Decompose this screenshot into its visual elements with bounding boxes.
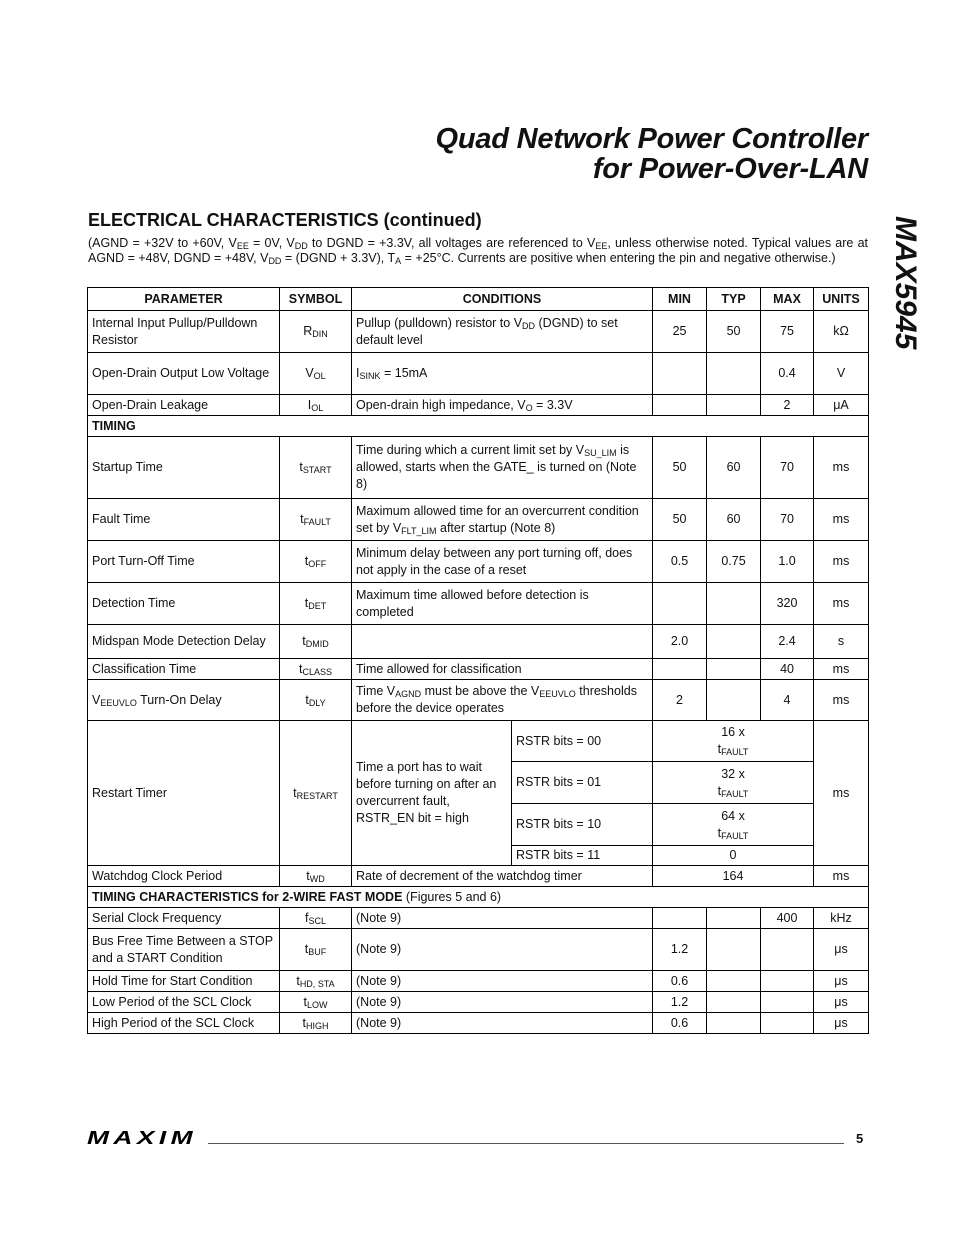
parameter-cell: Hold Time for Start Condition	[88, 971, 280, 992]
table-row-restart	[88, 721, 869, 762]
min-cell: 50	[653, 499, 707, 541]
symbol-cell	[280, 437, 352, 499]
rstr-bits-cell: RSTR bits = 10	[512, 804, 653, 846]
conditions-cell	[352, 437, 653, 499]
table-row	[88, 395, 869, 416]
note-subscript: EE	[595, 241, 608, 251]
min-cell: 25	[653, 311, 707, 353]
symbol-text: t	[296, 973, 300, 988]
typ-cell: 0.75	[707, 541, 761, 583]
symbol-subscript: HIGH	[305, 1020, 329, 1031]
max-cell: 70	[761, 437, 814, 499]
max-cell	[761, 929, 814, 971]
restart-value: 64 x	[721, 808, 745, 823]
symbol-cell	[280, 992, 352, 1013]
symbol-cell	[280, 499, 352, 541]
symbol-subscript: DMID	[305, 639, 329, 649]
parameter-subscript: EEUVLO	[100, 697, 137, 708]
symbol-subscript: BUF	[308, 947, 327, 957]
header-min: MIN	[653, 288, 707, 311]
symbol-cell	[280, 583, 352, 625]
symbol-text: t	[305, 692, 309, 707]
units-cell: ms	[814, 541, 869, 583]
symbol-cell	[280, 908, 352, 929]
symbol-cell	[280, 971, 352, 992]
parameter-cell	[88, 680, 280, 721]
symbol-text: t	[299, 460, 303, 474]
table-row	[88, 680, 869, 721]
symbol-cell	[280, 929, 352, 971]
units-cell: μs	[814, 992, 869, 1013]
section-label-bold: TIMING CHARACTERISTICS for 2-WIRE FAST MODE	[92, 889, 403, 904]
maxim-logo-text: MAXIM	[87, 1130, 197, 1146]
conditions-cell	[352, 311, 653, 353]
table-header-row	[88, 288, 869, 311]
header-typ: TYP	[707, 288, 761, 311]
conditions-text: Time during which a current limit set by V	[356, 443, 585, 457]
max-cell: 1.0	[761, 541, 814, 583]
table-row	[88, 625, 869, 659]
conditions-cell: Time a port has to wait before turning on after an overcurrent fault, RSTR_EN bit = high	[352, 721, 512, 866]
parameter-cell: Serial Clock Frequency	[88, 908, 280, 929]
min-cell: 0.5	[653, 541, 707, 583]
typ-cell	[707, 395, 761, 416]
note-subscript: DD	[294, 241, 308, 251]
typ-cell	[707, 625, 761, 659]
table-row	[88, 583, 869, 625]
conditions-text: Open-drain high impedance, V	[356, 397, 526, 412]
symbol-text: t	[302, 634, 306, 648]
conditions-cell: (Note 9)	[352, 971, 653, 992]
side-part-number	[886, 214, 926, 384]
units-cell: kHz	[814, 908, 869, 929]
max-cell	[761, 971, 814, 992]
symbol-text: t	[304, 942, 309, 956]
conditions-cell: (Note 9)	[352, 992, 653, 1013]
parameter-cell: Low Period of the SCL Clock	[88, 992, 280, 1013]
conditions-cell: (Note 9)	[352, 908, 653, 929]
note-text: , unless otherwise noted. Typical values are at AGND = +48V, DGND = +48V, V	[88, 236, 869, 265]
min-cell: 0.6	[653, 971, 707, 992]
max-cell: 320	[761, 583, 814, 625]
conditions-cell: Maximum time allowed before detection is completed	[352, 583, 653, 625]
restart-symbol-text: t	[717, 825, 722, 840]
value-cell: 164	[653, 866, 814, 887]
parameter-cell: Midspan Mode Detection Delay	[88, 625, 280, 659]
restart-value-cell	[653, 804, 814, 846]
conditions-subscript: SU_LIM	[584, 448, 617, 458]
conditions-text: = 15mA	[380, 366, 428, 380]
min-cell: 2.0	[653, 625, 707, 659]
restart-value: 16 x	[721, 725, 745, 739]
symbol-subscript: OL	[313, 371, 326, 381]
parameter-cell: Startup Time	[88, 437, 280, 499]
table-row	[88, 908, 869, 929]
footer-rule	[208, 1143, 844, 1144]
symbol-cell	[280, 311, 352, 353]
conditions-cell: (Note 9)	[352, 1013, 653, 1034]
parameter-cell: Watchdog Clock Period	[88, 866, 280, 887]
conditions-cell: Rate of decrement of the watchdog timer	[352, 866, 653, 887]
conditions-cell	[352, 353, 653, 395]
symbol-subscript: START	[302, 465, 332, 475]
min-cell: 50	[653, 437, 707, 499]
parameter-cell: Port Turn-Off Time	[88, 541, 280, 583]
parameter-text: V	[92, 692, 101, 707]
symbol-subscript: DLY	[308, 697, 326, 708]
units-cell: ms	[814, 499, 869, 541]
table-row	[88, 1013, 869, 1034]
typ-cell	[707, 353, 761, 395]
parameter-text: Turn-On Delay	[136, 692, 222, 707]
units-cell: V	[814, 353, 869, 395]
table-row	[88, 499, 869, 541]
conditions-subscript: SINK	[359, 371, 381, 381]
symbol-subscript: WD	[309, 873, 325, 884]
symbol-cell	[280, 680, 352, 721]
units-cell: μs	[814, 1013, 869, 1034]
restart-symbol-subscript: FAULT	[721, 788, 749, 799]
maxim-logo	[87, 1130, 201, 1146]
conditions-text: is allowed, starts when the GATE_ is turned on (Note 8)	[356, 443, 637, 491]
min-cell	[653, 583, 707, 625]
symbol-text: t	[303, 994, 307, 1009]
conditions-subscript: FLT_LIM	[401, 525, 437, 536]
max-cell: 75	[761, 311, 814, 353]
units-cell: kΩ	[814, 311, 869, 353]
symbol-text: t	[293, 785, 297, 800]
section-label	[88, 887, 869, 908]
symbol-cell	[280, 395, 352, 416]
typ-cell	[707, 929, 761, 971]
header-units: UNITS	[814, 288, 869, 311]
symbol-text: I	[307, 397, 312, 412]
title-line-1: Quad Network Power Controller	[435, 123, 868, 155]
units-cell: μA	[814, 395, 869, 416]
restart-value-cell	[653, 762, 814, 804]
min-cell: 2	[653, 680, 707, 721]
title-line-2: for Power-Over-LAN	[592, 153, 868, 185]
section-label: TIMING	[88, 416, 869, 437]
max-cell	[761, 1013, 814, 1034]
document-title	[436, 124, 869, 184]
symbol-subscript: CLASS	[302, 666, 332, 677]
conditions-cell	[352, 499, 653, 541]
note-text: = (DGND + 3.3V), T	[281, 251, 396, 265]
symbol-text: t	[299, 661, 303, 676]
symbol-text: V	[305, 366, 314, 380]
symbol-cell	[280, 625, 352, 659]
restart-value-cell	[653, 721, 814, 762]
restart-value-symbol	[657, 741, 809, 758]
parameter-cell: Fault Time	[88, 499, 280, 541]
symbol-cell	[280, 541, 352, 583]
typ-cell	[707, 583, 761, 625]
max-cell: 2.4	[761, 625, 814, 659]
header-parameter: PARAMETER	[88, 288, 280, 311]
symbol-subscript: HD, STA	[299, 978, 335, 989]
min-cell: 0.6	[653, 1013, 707, 1034]
table-row	[88, 929, 869, 971]
conditions-text: Pullup (pulldown) resistor to V	[356, 315, 523, 330]
max-cell: 0.4	[761, 353, 814, 395]
units-cell: ms	[814, 866, 869, 887]
section-row-timing	[88, 416, 869, 437]
max-cell: 400	[761, 908, 814, 929]
header-symbol: SYMBOL	[280, 288, 352, 311]
units-cell: ms	[814, 437, 869, 499]
max-cell: 70	[761, 499, 814, 541]
symbol-subscript: DIN	[312, 329, 328, 339]
conditions-text: Maximum allowed time for an overcurrent condition set by V	[356, 503, 639, 535]
units-cell: ms	[814, 659, 869, 680]
parameter-cell: Open-Drain Output Low Voltage	[88, 353, 280, 395]
parameter-cell: Classification Time	[88, 659, 280, 680]
note-text: to DGND = +3.3V, all voltages are referenced to V	[307, 236, 596, 250]
section-heading: ELECTRICAL CHARACTERISTICS (continued)	[88, 210, 482, 230]
typ-cell	[707, 992, 761, 1013]
electrical-characteristics-table	[87, 287, 869, 1034]
table-row	[88, 437, 869, 499]
symbol-cell	[280, 866, 352, 887]
min-cell: 1.2	[653, 929, 707, 971]
typ-cell	[707, 659, 761, 680]
symbol-cell	[280, 1013, 352, 1034]
test-conditions-note	[88, 236, 868, 266]
restart-symbol-text: t	[717, 742, 722, 756]
symbol-subscript: FAULT	[303, 517, 331, 527]
header-max: MAX	[761, 288, 814, 311]
conditions-subscript: O	[525, 402, 533, 413]
note-text: = +25°C. Currents are positive when entering the pin and negative otherwise.)	[401, 251, 836, 265]
conditions-text: I	[356, 366, 360, 380]
table-row	[88, 659, 869, 680]
min-cell	[653, 659, 707, 680]
note-subscript: EE	[236, 241, 249, 251]
restart-value: 32 x	[721, 766, 745, 781]
table-row	[88, 353, 869, 395]
section-label-note: (Figures 5 and 6)	[402, 889, 502, 904]
max-cell: 40	[761, 659, 814, 680]
header-conditions: CONDITIONS	[352, 288, 653, 311]
table-row	[88, 311, 869, 353]
restart-value-symbol	[657, 783, 809, 800]
symbol-text: R	[303, 324, 313, 338]
conditions-subscript: AGND	[395, 689, 422, 699]
table-row	[88, 992, 869, 1013]
typ-cell: 50	[707, 311, 761, 353]
conditions-text: Time V	[356, 684, 396, 698]
parameter-cell: Open-Drain Leakage	[88, 395, 280, 416]
symbol-cell	[280, 659, 352, 680]
typ-cell	[707, 971, 761, 992]
min-cell	[653, 353, 707, 395]
typ-cell	[707, 908, 761, 929]
min-cell	[653, 908, 707, 929]
typ-cell: 60	[707, 437, 761, 499]
rstr-bits-cell: RSTR bits = 00	[512, 721, 653, 762]
note-text: = 0V, V	[248, 236, 295, 250]
typ-cell: 60	[707, 499, 761, 541]
min-cell	[653, 395, 707, 416]
conditions-subscript: EEUVLO	[539, 689, 576, 699]
restart-value-symbol	[657, 825, 809, 842]
units-cell: μs	[814, 929, 869, 971]
table-row	[88, 541, 869, 583]
restart-value-cell: 0	[653, 846, 814, 866]
symbol-text: t	[304, 596, 309, 610]
symbol-cell	[280, 721, 352, 866]
conditions-text: after startup (Note 8)	[436, 520, 556, 535]
conditions-cell	[352, 680, 653, 721]
conditions-cell: Minimum delay between any port turning off, does not apply in the case of a reset	[352, 541, 653, 583]
symbol-subscript: OL	[311, 402, 324, 413]
parameter-cell: Bus Free Time Between a STOP and a START Condition	[88, 929, 280, 971]
conditions-cell	[352, 395, 653, 416]
parameter-cell: Internal Input Pullup/Pulldown Resistor	[88, 311, 280, 353]
restart-symbol-subscript: FAULT	[721, 830, 749, 841]
conditions-text: must be above the V	[421, 684, 540, 698]
conditions-cell: (Note 9)	[352, 929, 653, 971]
table-row	[88, 971, 869, 992]
section-row-fast-mode	[88, 887, 869, 908]
table-row	[88, 866, 869, 887]
max-cell	[761, 992, 814, 1013]
rstr-bits-cell: RSTR bits = 01	[512, 762, 653, 804]
conditions-text: thresholds before the device operates	[356, 684, 637, 715]
restart-symbol-text: t	[717, 783, 722, 798]
conditions-subscript: DD	[522, 320, 536, 331]
restart-symbol-subscript: FAULT	[721, 747, 749, 757]
max-cell: 4	[761, 680, 814, 721]
note-subscript: DD	[268, 256, 282, 266]
conditions-cell	[352, 625, 653, 659]
note-subscript: A	[395, 256, 402, 266]
max-cell: 2	[761, 395, 814, 416]
parameter-cell: High Period of the SCL Clock	[88, 1013, 280, 1034]
units-cell: μs	[814, 971, 869, 992]
parameter-cell: Restart Timer	[88, 721, 280, 866]
typ-cell	[707, 1013, 761, 1034]
symbol-subscript: DET	[308, 601, 327, 611]
parameter-cell: Detection Time	[88, 583, 280, 625]
conditions-cell: Time allowed for classification	[352, 659, 653, 680]
units-cell: ms	[814, 583, 869, 625]
symbol-text: t	[300, 512, 304, 526]
symbol-text: t	[306, 868, 310, 883]
rstr-bits-cell: RSTR bits = 11	[512, 846, 653, 866]
units-cell: ms	[814, 680, 869, 721]
conditions-text: (DGND) to set default level	[356, 315, 618, 347]
symbol-subscript: SCL	[308, 915, 326, 926]
symbol-subscript: OFF	[308, 559, 327, 569]
symbol-text: t	[302, 1015, 306, 1030]
units-cell: ms	[814, 721, 869, 866]
units-cell: s	[814, 625, 869, 659]
symbol-cell	[280, 353, 352, 395]
symbol-text: f	[305, 910, 309, 925]
side-part-number-text: MAX5945	[889, 216, 922, 350]
symbol-subscript: LOW	[306, 999, 328, 1010]
typ-cell	[707, 680, 761, 721]
min-cell: 1.2	[653, 992, 707, 1013]
symbol-subscript: RESTART	[296, 790, 338, 801]
symbol-text: t	[304, 554, 309, 568]
conditions-text: = 3.3V	[532, 397, 573, 412]
page-number: 5	[856, 1131, 864, 1146]
note-text: (AGND = +32V to +60V, V	[88, 236, 237, 250]
